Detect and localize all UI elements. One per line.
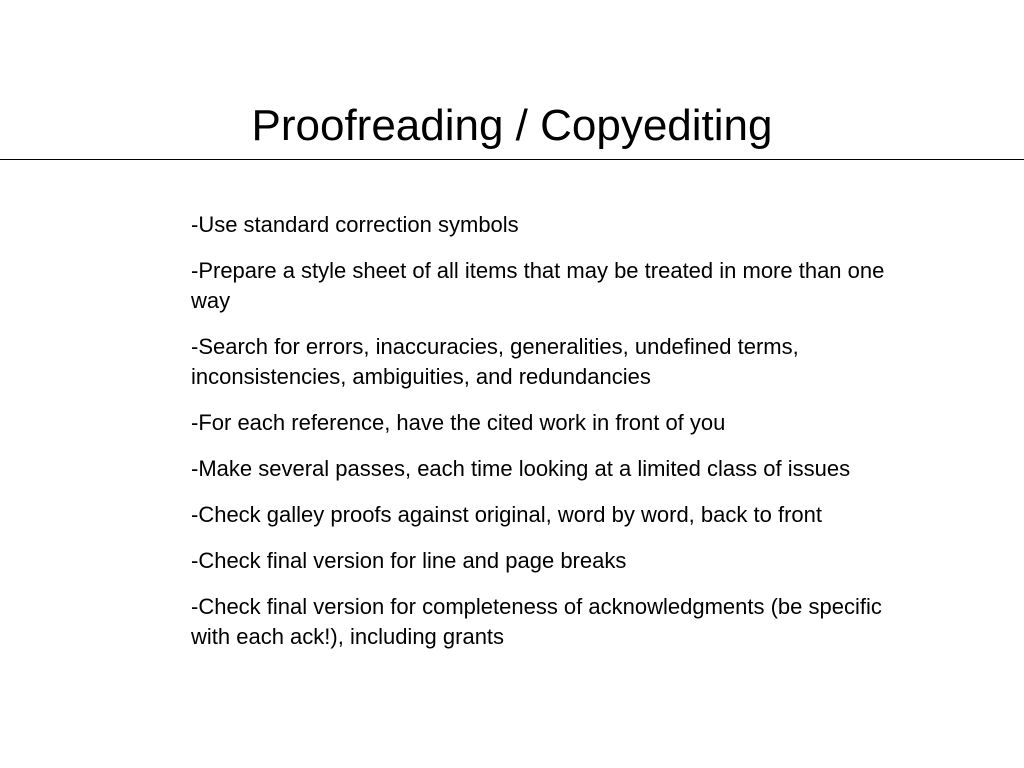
bullet-item: -Use standard correction symbols [191,212,519,237]
slide-title: Proofreading / Copyediting [251,101,773,150]
bullet-item: -Check final version for line and page breaks [191,548,627,573]
bullet-item: -Prepare a style sheet of all items that may be treated in more than one way [191,258,885,313]
title-divider [0,159,1024,160]
bullet-item: -Make several passes, each time looking at a limited class of issues [191,456,851,481]
bullet-item: -Search for errors, inaccuracies, generalities, undefined terms, inconsistencies, ambiguities, and redundancies [191,334,799,389]
bullet-list [191,210,891,668]
bullet-item: -For each reference, have the cited work in front of you [191,410,726,435]
bullet-item: -Check final version for completeness of acknowledgments (be specific with each ack!), including grants [191,594,882,649]
bullet-item: -Check galley proofs against original, word by word, back to front [191,502,822,527]
